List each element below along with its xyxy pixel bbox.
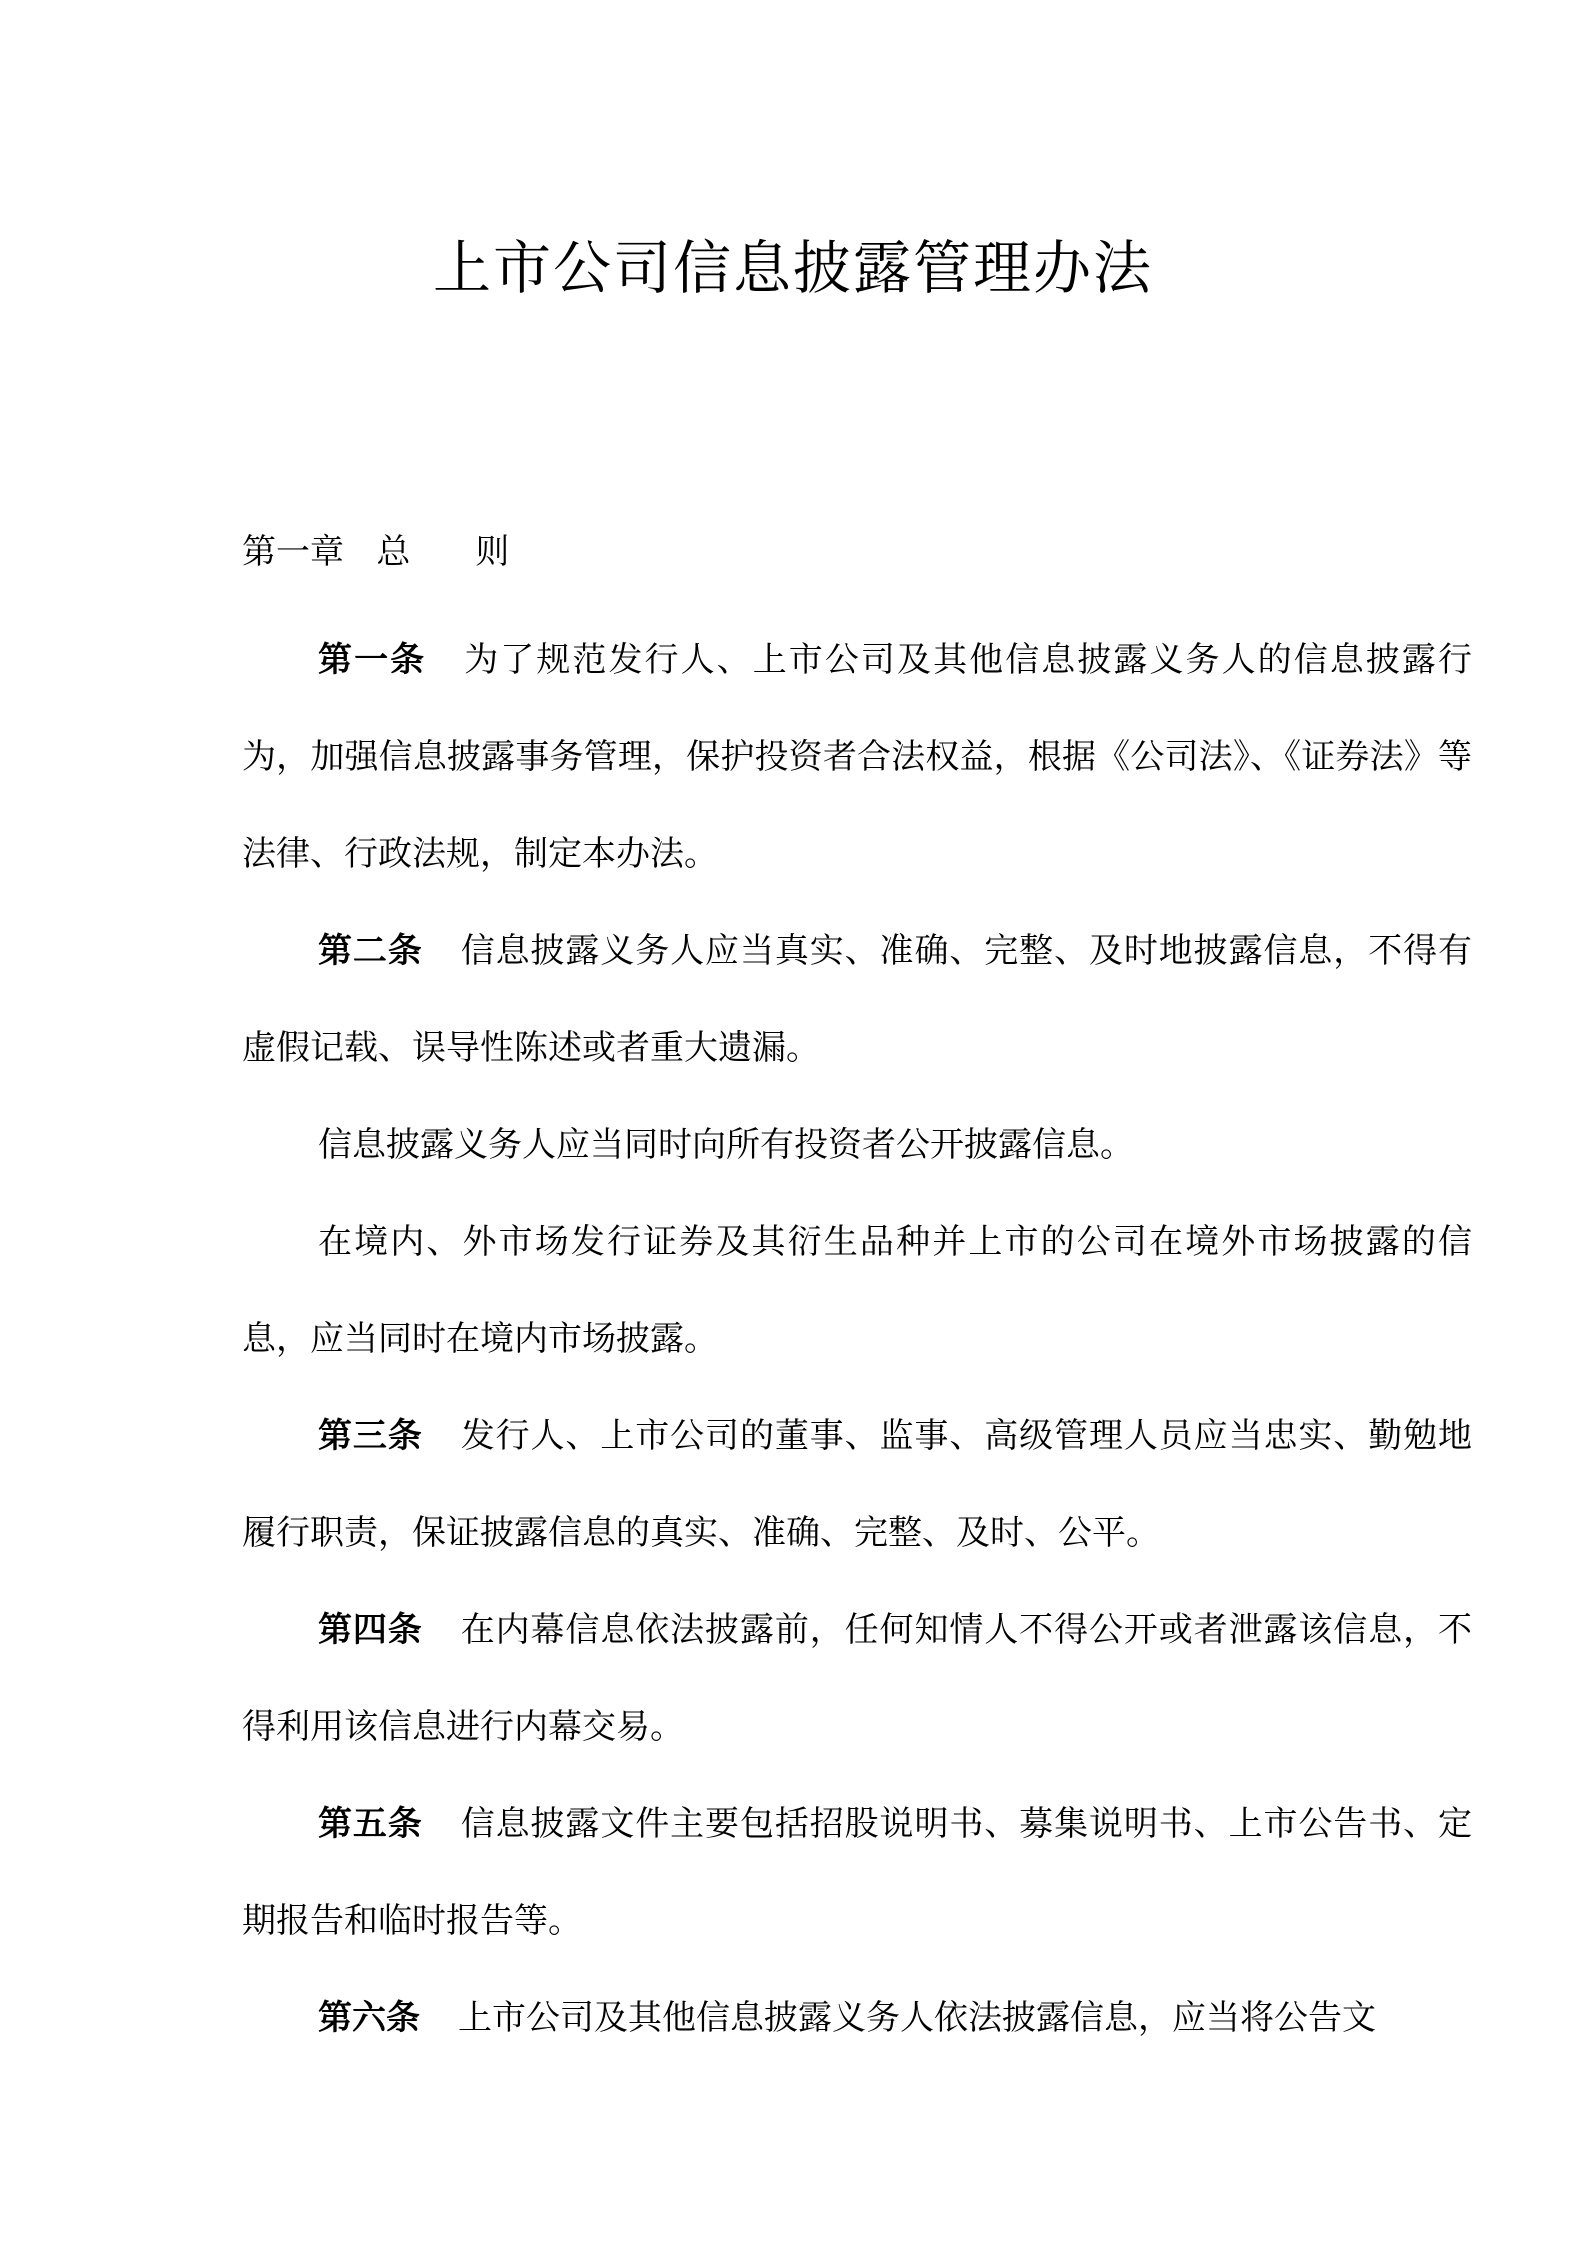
article-text: 信息披露义务人应当真实、准确、完整、及时地披露信息，不得有虚假记载、误导性陈述或者重大遗漏。 [242,931,1473,1068]
article-4 [242,1582,1472,1776]
article-2 [242,903,1472,1097]
article-6 [242,1970,1472,2067]
article-text: 为了规范发行人、上市公司及其他信息披露义务人的信息披露行为，加强信息披露事务管理，保护投资者合法权益，根据《公司法》、《证券法》等法律、行政法规，制定本办法。 [242,640,1473,874]
document-title: 上市公司信息披露管理办法 [432,234,1153,302]
article-text: 在内幕信息依法披露前，任何知情人不得公开或者泄露该信息，不得利用该信息进行内幕交易。 [242,1610,1473,1747]
article-number: 第三条 [318,1416,423,1456]
article-5 [242,1776,1472,1970]
chapter-heading: 第一章 总 则 [242,532,510,572]
article-text: 上市公司及其他信息披露义务人依法披露信息，应当将公告文 [458,1998,1376,2038]
article-number: 第五条 [318,1804,423,1844]
article-3 [242,1388,1472,1582]
article-number: 第一条 [318,640,427,680]
article-1 [242,612,1472,903]
article-2-paragraph-2 [242,1097,1472,1194]
article-number: 第二条 [318,931,423,971]
document-body [242,612,1472,2067]
article-text: 信息披露文件主要包括招股说明书、募集说明书、上市公告书、定期报告和临时报告等。 [242,1804,1473,1941]
article-text: 在境内、外市场发行证券及其衍生品种并上市的公司在境外市场披露的信息，应当同时在境内市场披露。 [242,1222,1472,1359]
article-number: 第六条 [318,1998,420,2038]
article-text: 信息披露义务人应当同时向所有投资者公开披露信息。 [318,1125,1134,1165]
article-2-paragraph-3 [242,1194,1472,1388]
article-text: 发行人、上市公司的董事、监事、高级管理人员应当忠实、勤勉地履行职责，保证披露信息的真实、准确、完整、及时、公平。 [242,1416,1473,1553]
article-number: 第四条 [318,1610,423,1650]
